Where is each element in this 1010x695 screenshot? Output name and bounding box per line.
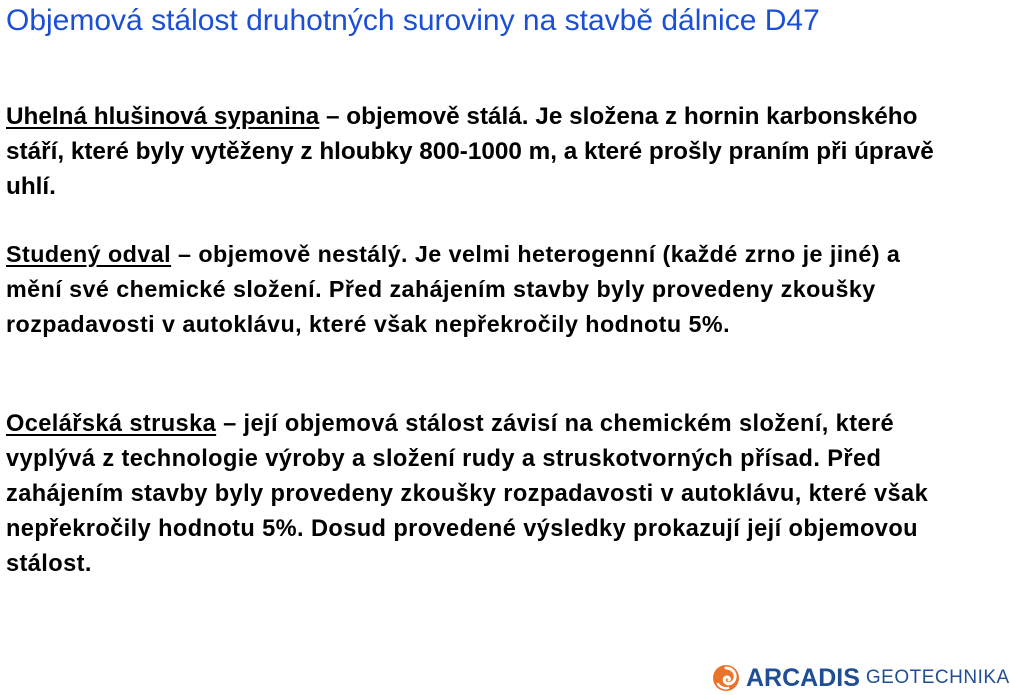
arcadis-logo bbox=[712, 664, 1010, 692]
paragraph-ocelarska-struska bbox=[6, 407, 956, 582]
term-ocelarska-struska: Ocelářská struska bbox=[6, 411, 217, 437]
paragraph-uhelna-hlusinova-sypanina bbox=[6, 99, 946, 204]
logo-brand: ARCADIS bbox=[746, 664, 860, 692]
paragraph-text: – objemově stálá. Je složena z hornin karbonského stáří, které byly vytěženy z hloubky 800-1000 m, a které prošly praním při úpravě uhlí. bbox=[6, 103, 934, 200]
paragraph-text: – její objemová stálost závisí na chemickém složení, které vyplývá z technologie výroby a složení rudy a struskotvorných přísad. Před zahájením stavby byly provedeny zkoušky rozpadavosti v autoklávu, které však nepřekročily hodnotu 5%. Dosud provedené výsledky prokazují její objemovou stálost. bbox=[6, 411, 929, 577]
paragraph-text: – objemově nestálý. Je velmi heterogenní (každé zrno je jiné) a mění své chemické složení. Před zahájením stavby byly provedeny zkoušky rozpadavosti v autoklávu, které však nepřekročily hodnotu 5%. bbox=[6, 241, 901, 337]
logo-subbrand: GEOTECHNIKA bbox=[865, 667, 1010, 688]
paragraph-studeny-odval bbox=[6, 237, 956, 342]
page-title: Objemová stálost druhotných suroviny na stavbě dálnice D47 bbox=[6, 4, 820, 37]
term-studeny-odval: Studený odval bbox=[6, 241, 172, 267]
term-uhelna-hlusinova-sypanina: Uhelná hlušinová sypanina bbox=[6, 103, 320, 130]
arcadis-swirl-icon bbox=[712, 664, 740, 692]
